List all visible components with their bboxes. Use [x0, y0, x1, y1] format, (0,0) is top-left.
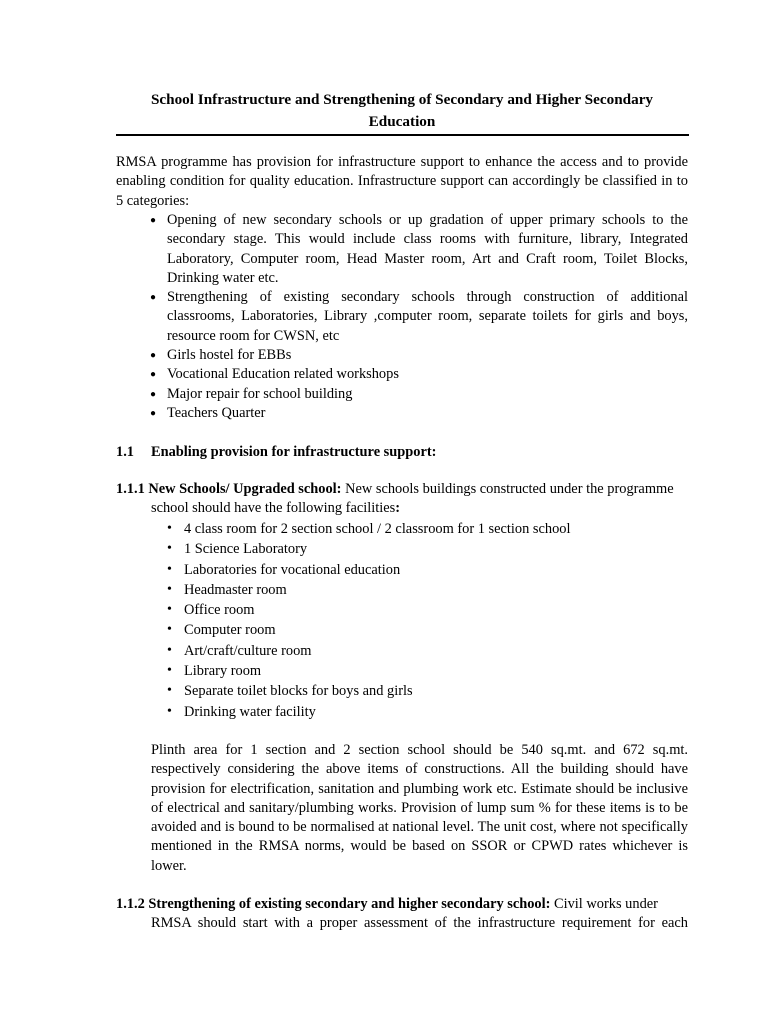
section-text-continued — [116, 499, 688, 518]
list-item: ● Teachers Quarter — [148, 404, 688, 423]
section-heading-text: Enabling provision for infrastructure support: — [151, 444, 437, 460]
section-text-continued: RMSA should start with a proper assessment of the infrastructure requirement for each — [151, 915, 688, 932]
list-item: • Laboratories for vocational education — [165, 560, 685, 580]
section-heading-text: New Schools/ Upgraded school: — [148, 481, 342, 497]
list-item: ● Girls hostel for EBBs — [148, 346, 688, 365]
colon: : — [395, 500, 400, 517]
section-1-1-1-paragraph — [116, 480, 688, 519]
list-item: ● Opening of new secondary schools or up gradation of upper primary schools to the secondary stage. This would include class rooms with furniture, library, Integrated Laboratory, Computer room, Head Master room, Art and Craft room, Toilet Blocks, Drinking water etc. — [148, 211, 688, 288]
title-underline — [116, 134, 689, 136]
list-item: • Art/craft/culture room — [165, 641, 685, 661]
section-1-1-2-paragraph — [116, 895, 688, 934]
document-title: School Infrastructure and Strengthening of Secondary and Higher Secondary Education — [150, 91, 654, 130]
list-item: • Library room — [165, 661, 685, 681]
facilities-list — [165, 519, 685, 722]
list-item: ● Strengthening of existing secondary schools through construction of additional classrooms, Laboratories, Library ,computer room, separate toilets for girls and boys, resource room for CWSN, etc — [148, 288, 688, 346]
intro-paragraph: RMSA programme has provision for infrastructure support to enhance the access and to provide enabling condition for quality education. Infrastructure support can accordingly be classified in to 5 categories: — [116, 154, 688, 209]
section-text: school should have the following facilities — [151, 500, 396, 517]
list-item: • Separate toilet blocks for boys and girls — [165, 681, 685, 701]
section-number: 1.1.2 — [116, 896, 145, 912]
list-item: • Office room — [165, 600, 685, 620]
list-item: • Headmaster room — [165, 580, 685, 600]
list-item: • Computer room — [165, 620, 685, 640]
section-number: 1.1 — [116, 444, 134, 460]
list-item: • Drinking water facility — [165, 702, 685, 722]
section-heading-1-1 — [116, 443, 436, 462]
categories-list — [148, 211, 688, 423]
section-text: New schools buildings constructed under the programme — [341, 481, 674, 497]
list-item: • 4 class room for 2 section school / 2 classroom for 1 section school — [165, 519, 685, 539]
list-item: • 1 Science Laboratory — [165, 539, 685, 559]
plinth-area-paragraph: Plinth area for 1 section and 2 section school should be 540 sq.mt. and 672 sq.mt. respectively considering the above items of constructions. All the building should have provision for electrification, sanitation and plumbing work etc. Estimate should be inclusive of electrical and sanitary/plumbing works. Provision of lump sum % for these items is to be avoided and is bound to be normalised at national level. The unit cost, where not specifically mentioned in the RMSA norms, would be based on SSOR or CPWD rates whichever is lower. — [151, 742, 688, 874]
list-item: ● Vocational Education related workshops — [148, 365, 688, 384]
list-item: ● Major repair for school building — [148, 385, 688, 404]
section-text: Civil works under — [550, 896, 658, 912]
section-number: 1.1.1 — [116, 481, 145, 497]
section-heading-text: Strengthening of existing secondary and higher secondary school: — [148, 896, 551, 912]
